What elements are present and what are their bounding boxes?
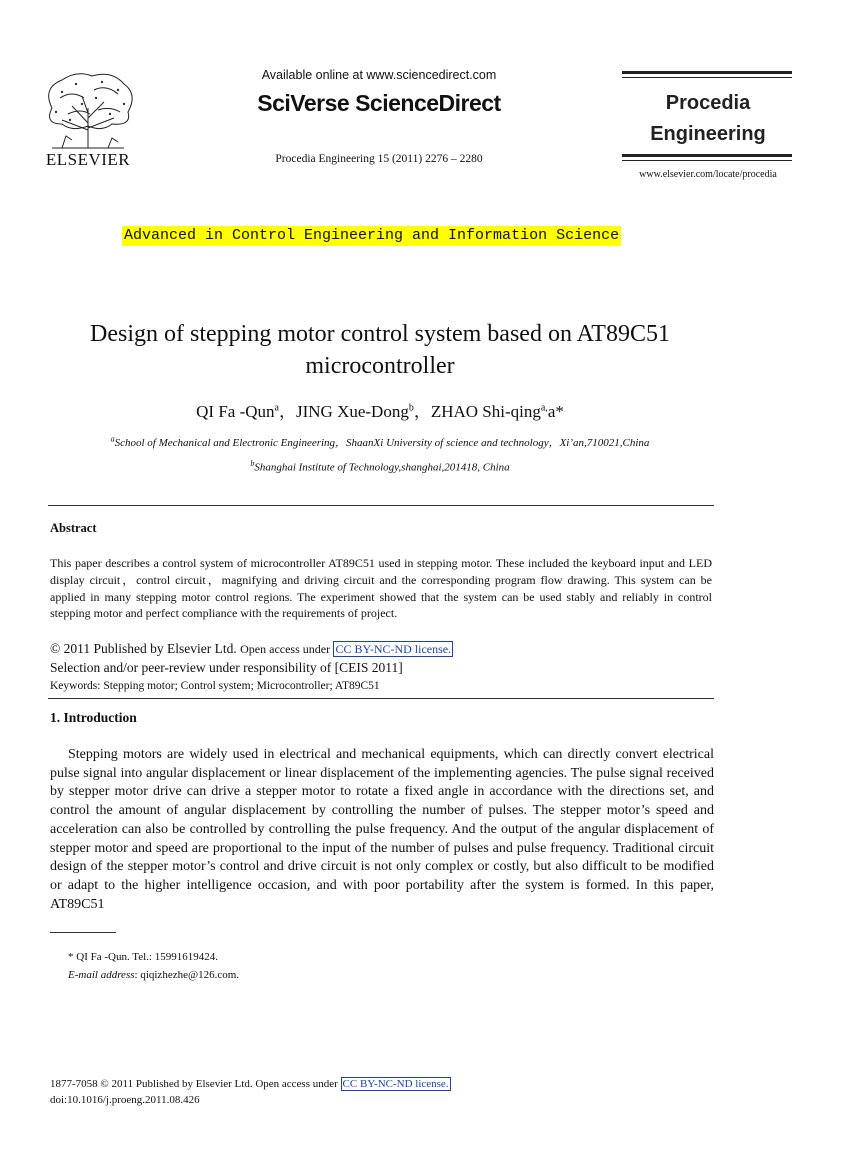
introduction-heading: 1. Introduction: [50, 710, 137, 725]
elsevier-wordmark: ELSEVIER: [45, 150, 131, 169]
author-name: JING Xue-Dong: [295, 402, 409, 421]
article-title: [40, 318, 720, 382]
license-link-bottom[interactable]: CC BY-NC-ND license.: [342, 1078, 449, 1090]
doi-line[interactable]: doi:10.1016/j.proeng.2011.08.426: [50, 1094, 200, 1106]
sciencedirect-logo-text: SciVerse ScienceDirect: [257, 90, 501, 116]
keywords-line: Keywords: Stepping motor; Control system; Microcontroller; AT89C51: [50, 680, 380, 692]
footnote-rule: [50, 932, 116, 933]
footnote-email: [68, 969, 239, 981]
author-affil-mark: a,: [540, 402, 548, 414]
affiliation-b: [40, 459, 720, 474]
issn-line: [50, 1078, 451, 1090]
journal-box-bottom-rule: [622, 154, 792, 157]
email-label: E-mail address: [68, 969, 135, 981]
affil-mark: b: [250, 459, 255, 468]
email-value[interactable]: : qiqizhezhe@126.com.: [134, 969, 240, 981]
affil-mark: a: [110, 434, 115, 444]
copyright-text: © 2011 Published by Elsevier Ltd.: [50, 641, 237, 656]
copyright-line: [50, 641, 453, 657]
introduction-paragraph: Stepping motors are widely used in electrical and mechanical equipments, which can directly convert electrical pulse signal into angular displacement or linear displacement of the implementing agencies. The pulse signal received by stepper motor drive can drive a stepper motor to rotate a fixed angle in accordance with the directions set, and control the amount of angular displacement by controlling the number of pulses. The stepper motor’s speed and acceleration can also be controlled by controlling the pulse frequency. And the output of the angular displacement of stepper motor and speed are proportional to the input of the number of pulses and pulse frequency. Traditional circuit design of the stepper motor’s control and drive circuit is not only complex or costly, but also difficult to be modified or adapt to the higher intelligence occasion, and with poor portability after the system is formed. In this paper, AT89C51: [50, 747, 714, 912]
author-affil-mark: a: [274, 402, 279, 414]
issn-text: 1877-7058 © 2011 Published by Elsevier Ltd. Open access under: [50, 1078, 338, 1090]
journal-box-top-rule: [622, 71, 792, 74]
journal-name-line1: Procedia: [665, 92, 751, 114]
author-sep: ，: [413, 402, 431, 421]
journal-name: [624, 88, 792, 150]
abstract-text: This paper describes a control system of microcontroller AT89C51 used in stepping motor. These included the keyboard input and LED display circuit，control circuit，magnifying and driving circuit and the corresponding program flow drawing. This system can be applied in many stepping motor control regions. The experiment showed that the system can be used stably and reliably in control stepping motor and perfect compliance with the requirements of project.: [50, 556, 712, 621]
journal-url[interactable]: www.elsevier.com/locate/procedia: [639, 169, 777, 180]
open-access-text: Open access under: [240, 642, 331, 656]
section-divider: [48, 698, 714, 699]
journal-name-line2: Engineering: [650, 123, 766, 145]
peer-review-line: Selection and/or peer-review under responsibility of [CEIS 2011]: [50, 660, 403, 675]
affil-text: Shanghai Institute of Technology,shanghai,201418, China: [254, 461, 510, 474]
license-link[interactable]: CC BY-NC-ND license.: [335, 642, 452, 656]
author-name: ZHAO Shi-qing: [430, 402, 541, 421]
article-title-line1: Design of stepping motor control system based on AT89C51: [90, 321, 670, 347]
affil-text: School of Mechanical and Electronic Engineering，ShaanXi University of science and technology，Xi’an,710021,China: [114, 437, 650, 449]
journal-reference: Procedia Engineering 15 (2011) 2276 – 2280: [275, 153, 483, 165]
affiliation-a: [40, 434, 720, 450]
article-title-line2: microcontroller: [305, 353, 455, 379]
author-name: QI Fa -Qun: [196, 402, 275, 421]
author-affil-mark: b: [408, 402, 414, 414]
author-sep: ，: [278, 402, 296, 421]
conference-banner: Advanced in Control Engineering and Information Science: [124, 227, 620, 244]
section-divider: [48, 505, 714, 506]
available-online-text: Available online at www.sciencedirect.com: [261, 68, 497, 82]
abstract-heading: Abstract: [50, 521, 97, 535]
author-sep: a*: [547, 402, 564, 421]
author-list: [40, 397, 720, 422]
footnote-corresponding: * QI Fa -Qun. Tel.: 15991619424.: [68, 951, 218, 963]
journal-box-bottom-rule-thin: [622, 160, 792, 161]
journal-box-top-rule-thin: [622, 77, 792, 78]
introduction-body: [50, 746, 714, 914]
